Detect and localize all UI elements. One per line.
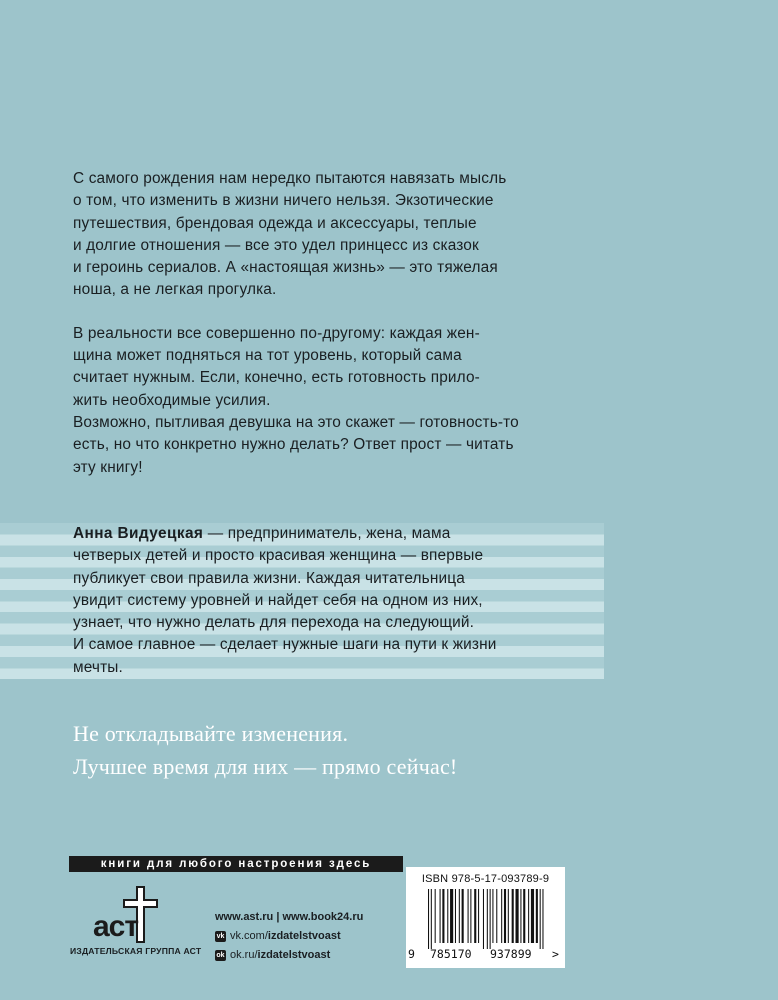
barcode-bar	[435, 889, 436, 943]
vk-icon: vk	[216, 933, 225, 940]
intro-text	[73, 168, 563, 479]
barcode-digits-left: 785170	[430, 947, 472, 961]
barcode-bars	[414, 889, 557, 949]
barcode-bar	[428, 889, 429, 949]
text-line: публикует свои правила жизни. Каждая читательница	[73, 569, 465, 587]
barcode-bar	[496, 889, 497, 943]
ast-logo-text: аст	[93, 910, 139, 943]
barcode-bar	[504, 889, 506, 943]
text-line: мечты.	[73, 658, 123, 676]
publisher-tagline: книги для любого настроения здесь	[69, 856, 403, 872]
text-line: Возможно, пытливая девушка на это скажет — готовность-то	[73, 413, 519, 431]
barcode-bar	[508, 889, 509, 943]
barcode-bar	[450, 889, 453, 943]
barcode-bar	[523, 889, 525, 943]
barcode-digits-right: 937899	[490, 947, 532, 961]
barcode-bar	[462, 889, 464, 943]
barcode-bar	[442, 889, 444, 943]
intro-paragraph-1	[73, 168, 563, 302]
ok-link[interactable]	[215, 946, 363, 965]
barcode-box	[406, 867, 565, 968]
barcode-bar	[468, 889, 469, 943]
text-line: о том, что изменить в жизни ничего нельзя. Экзотические	[73, 192, 494, 210]
vk-handle: izdatelstvoast	[267, 930, 341, 942]
barcode-bar	[478, 889, 479, 943]
barcode-bar	[447, 889, 448, 943]
barcode-bar	[483, 889, 484, 949]
text-line: В реальности все совершенно по-другому: каждая жен-	[73, 324, 480, 342]
barcode-bar	[431, 889, 432, 949]
slogan	[73, 717, 457, 783]
barcode-bar	[536, 889, 538, 943]
barcode-bar	[512, 889, 514, 943]
barcode-bar	[501, 889, 502, 943]
barcode-bar	[516, 889, 519, 943]
author-paragraph	[73, 523, 590, 679]
ok-handle: izdatelstvoast	[257, 949, 331, 961]
ok-icon: ok	[216, 952, 225, 959]
barcode-bar	[528, 889, 529, 943]
barcode-bar	[531, 889, 534, 943]
slogan-line-1: Не откладывайте изменения.	[73, 721, 349, 746]
barcode-bar	[487, 889, 488, 949]
text-line: есть, но что конкретно нужно делать? Ответ прост — читать	[73, 436, 514, 454]
text-line: и героинь сериалов. А «настоящая жизнь» — это тяжелая	[73, 259, 498, 277]
slogan-line-2: Лучшее время для них — прямо сейчас!	[73, 754, 458, 779]
text-line: эту книгу!	[73, 458, 143, 476]
text-line: жить необходимые усилия.	[73, 391, 271, 409]
text-line: С самого рождения нам нередко пытаются навязать мысль	[73, 170, 507, 187]
text-line: и долгие отношения — все это удел принцесс из сказок	[73, 236, 479, 254]
barcode-bar	[440, 889, 441, 943]
barcode-bar	[459, 889, 460, 943]
barcode-bar	[540, 889, 541, 949]
isbn-label: ISBN 978-5-17-093789-9	[421, 873, 550, 885]
text-line: узнает, что нужно делать для перехода на следующий.	[73, 614, 475, 632]
barcode-arrow: >	[552, 947, 559, 961]
barcode-bar	[542, 889, 543, 949]
intro-paragraph-3	[73, 412, 563, 479]
text-line: И самое главное — сделает нужные шаги на пути к жизни	[73, 636, 497, 654]
text-line: ноша, а не легкая прогулка.	[73, 281, 277, 299]
barcode-bar	[470, 889, 471, 943]
text-line: — предприниматель, жена, мама	[203, 525, 451, 542]
author-name: Анна Видуецкая	[73, 525, 204, 542]
barcode-bar	[492, 889, 493, 943]
text-line: щина может подняться на тот уровень, который сама	[73, 347, 462, 365]
text-line: четверых детей и просто красивая женщина — впервые	[73, 547, 484, 565]
vk-link[interactable]	[215, 927, 363, 946]
sites-link[interactable]: www.ast.ru | www.book24.ru	[215, 911, 364, 923]
vk-prefix: vk.com/	[230, 930, 268, 942]
ast-logo	[87, 884, 162, 950]
barcode-bar	[490, 889, 491, 949]
publisher-group-label: ИЗДАТЕЛЬСКАЯ ГРУППА АСТ	[70, 946, 202, 956]
text-line: считает нужным. Если, конечно, есть готовность прило-	[73, 369, 480, 387]
text-line: путешествия, брендовая одежда и аксессуары, теплые	[73, 214, 477, 232]
publisher-links	[215, 908, 363, 965]
barcode-digit-first: 9	[408, 947, 415, 961]
author-bio	[73, 523, 590, 679]
intro-paragraph-2	[73, 323, 563, 412]
barcode-bar	[455, 889, 456, 943]
barcode-bar	[520, 889, 521, 943]
barcode-bar	[474, 889, 476, 943]
text-line: увидит систему уровней и найдет себя на одном из них,	[73, 591, 483, 609]
ok-prefix: ok.ru/	[230, 949, 258, 961]
